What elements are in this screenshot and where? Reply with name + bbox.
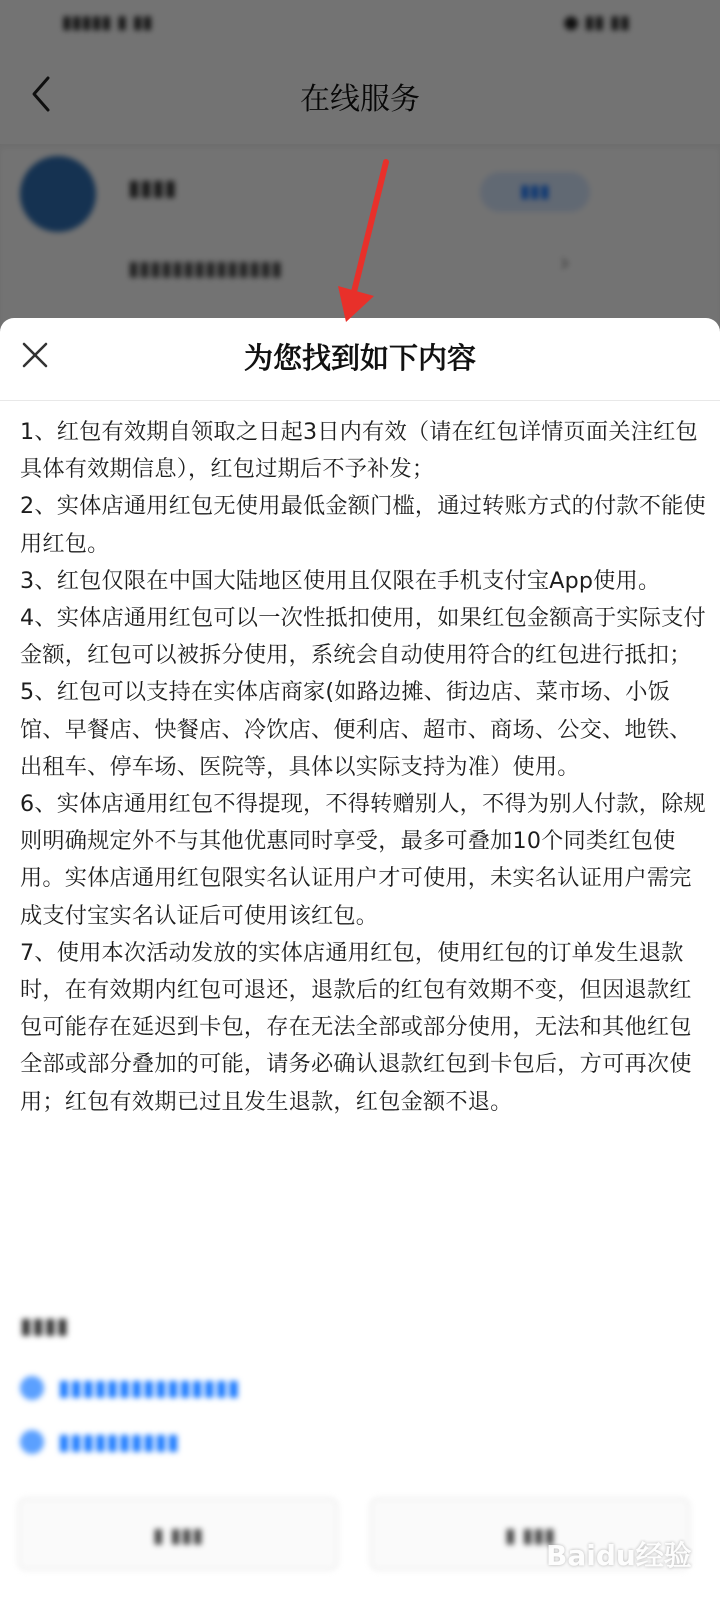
resolved-button-blurred[interactable]: ▮ ▮▮▮: [18, 1498, 338, 1570]
divider: [0, 400, 720, 401]
red-arrow-annotation: [330, 158, 410, 328]
rule-item: 4、实体店通用红包可以一次性抵扣使用，如果红包金额高于实际支付金额，红包可以被拆分使用，系统会自动使用符合的红包进行抵扣；: [20, 605, 706, 669]
question-icon: [20, 1430, 44, 1454]
watermark-text: Baidu经验: [546, 1539, 692, 1572]
search-result-sheet: [0, 318, 720, 1600]
rule-item: 2、实体店通用红包无使用最低金额门槛，通过转账方式的付款不能使用红包。: [20, 493, 706, 557]
rule-item: 1、红包有效期自领取之日起3日内有效（请在红包详情页面关注红包具体有效期信息），红包过期后不予补发；: [20, 419, 698, 483]
related-title-blurred: ▮▮▮▮: [20, 1314, 69, 1339]
unresolved-button-blurred[interactable]: ▮ ▮▮▮: [370, 1498, 690, 1570]
sheet-title: 为您找到如下内容: [243, 341, 476, 375]
rule-item: 3、红包仅限在中国大陆地区使用且仅限在手机支付宝App使用。: [20, 567, 661, 594]
related-link-blurred[interactable]: [20, 1415, 700, 1469]
question-icon: [20, 1376, 44, 1400]
related-section-blurred: [20, 1314, 700, 1469]
rule-item: 6、实体店通用红包不得提现，不得转赠别人，不得为别人付款，除规则明确规定外不与其他优惠同时享受，最多可叠加10个同类红包使用。实体店通用红包限实名认证用户才可使用，未实名认证用户需完成支付宝实名认证后可使用该红包。: [20, 791, 706, 929]
related-link-text-blurred: ▮▮▮▮▮▮▮▮▮▮▮▮▮▮▮: [58, 1375, 240, 1401]
rule-item: 7、使用本次活动发放的实体店通用红包，使用红包的订单发生退款时，在有效期内红包可退还，退款后的红包有效期不变，但因退款红包可能存在延迟到卡包，存在无法全部或部分使用，无法和其他红包全部或部分叠加的可能，请务必确认退款红包到卡包后，方可再次使用；红包有效期已过且发生退款，红包金额不退。: [20, 939, 692, 1115]
sheet-header: [0, 318, 720, 398]
rule-item: 5、红包可以支持在实体店商家(如路边摊、街边店、菜市场、小饭馆、早餐店、快餐店、冷饮店、便利店、超市、商场、公交、地铁、出租车、停车场、医院等，具体以实际支持为准）使用。: [20, 679, 692, 780]
related-link-text-blurred: ▮▮▮▮▮▮▮▮▮▮: [58, 1429, 180, 1455]
rules-list: [20, 414, 710, 1121]
watermark-logo: [546, 1528, 696, 1578]
related-link-blurred[interactable]: [20, 1361, 700, 1415]
